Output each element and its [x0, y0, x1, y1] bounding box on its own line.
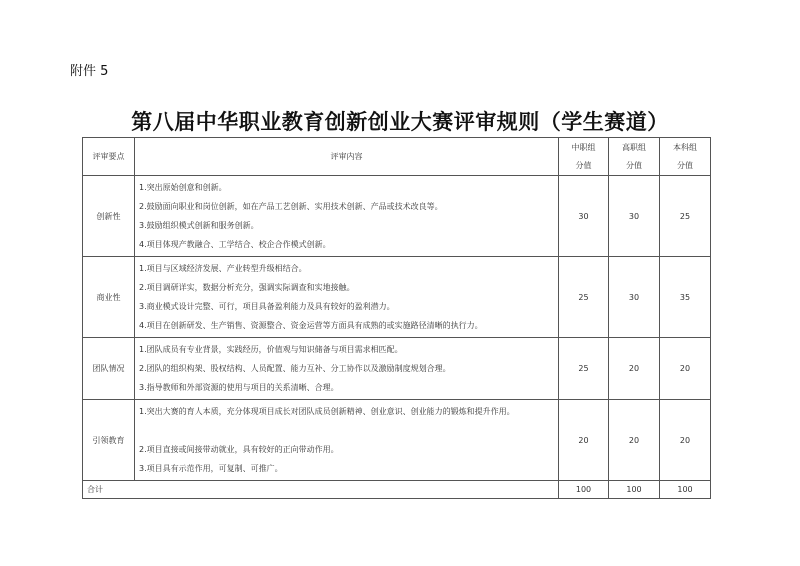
criterion-content: 1.项目与区域经济发展、产业转型升级相结合。 2.项目调研详实，数据分析充分，强调实际调查和实地接触。 3.商业模式设计完整、可行，项目具备盈利能力及具有较好的盈利潜力。 4.项目在创新研发、生产销售、资源整合、资金运营等方面具有成熟的或实施路径清晰的执行力。 — [135, 257, 559, 338]
total-label: 合计 — [83, 481, 559, 499]
score-cell: 30 — [609, 176, 660, 257]
total-score: 100 — [559, 481, 609, 499]
total-score: 100 — [609, 481, 660, 499]
total-row — [83, 481, 711, 499]
score-cell: 20 — [660, 338, 711, 400]
score-cell: 20 — [660, 400, 711, 481]
scoring-table — [82, 137, 711, 499]
score-cell: 25 — [660, 176, 711, 257]
total-score: 100 — [660, 481, 711, 499]
score-cell: 20 — [609, 338, 660, 400]
attachment-label: 附件 5 — [70, 64, 109, 79]
criterion-label: 团队情况 — [83, 338, 135, 400]
score-cell: 25 — [559, 257, 609, 338]
criterion-content: 1.团队成员有专业背景，实践经历，价值观与知识储备与项目需求相匹配。 2.团队的组织构架、股权结构、人员配置、能力互补、分工协作以及激励制度规划合理。 3.指导教师和外部资源的使用与项目的关系清晰、合理。 — [135, 338, 559, 400]
criterion-label: 引领教育 — [83, 400, 135, 481]
criterion-content: 1.突出大赛的育人本质，充分体现项目成长对团队成员创新精神、创业意识、创业能力的锻炼和提升作用。 2.项目直接或间接带动就业，具有较好的正向带动作用。 3.项目具有示范作用，可复制、可推广。 — [135, 400, 559, 481]
table-row — [83, 176, 711, 257]
score-cell: 25 — [559, 338, 609, 400]
table-row — [83, 257, 711, 338]
table-header-row — [83, 138, 711, 176]
header-vocational-score: 高职组 分值 — [609, 138, 660, 176]
table-row — [83, 400, 711, 481]
header-undergrad-score: 本科组 分值 — [660, 138, 711, 176]
criterion-label: 创新性 — [83, 176, 135, 257]
criterion-content: 1.突出原始创意和创新。 2.鼓励面向职业和岗位创新，如在产品工艺创新、实用技术创新、产品或技术改良等。 3.鼓励组织模式创新和服务创新。 4.项目体现产教融合、工学结合、校企合作模式创新。 — [135, 176, 559, 257]
score-cell: 35 — [660, 257, 711, 338]
score-cell: 30 — [559, 176, 609, 257]
score-cell: 20 — [609, 400, 660, 481]
score-cell: 20 — [559, 400, 609, 481]
table-row — [83, 338, 711, 400]
header-criteria: 评审要点 — [83, 138, 135, 176]
criterion-label: 商业性 — [83, 257, 135, 338]
header-content: 评审内容 — [135, 138, 559, 176]
score-cell: 30 — [609, 257, 660, 338]
header-secondary-score: 中职组 分值 — [559, 138, 609, 176]
page-title: 第八届中华职业教育创新创业大赛评审规则（学生赛道） — [131, 109, 669, 134]
